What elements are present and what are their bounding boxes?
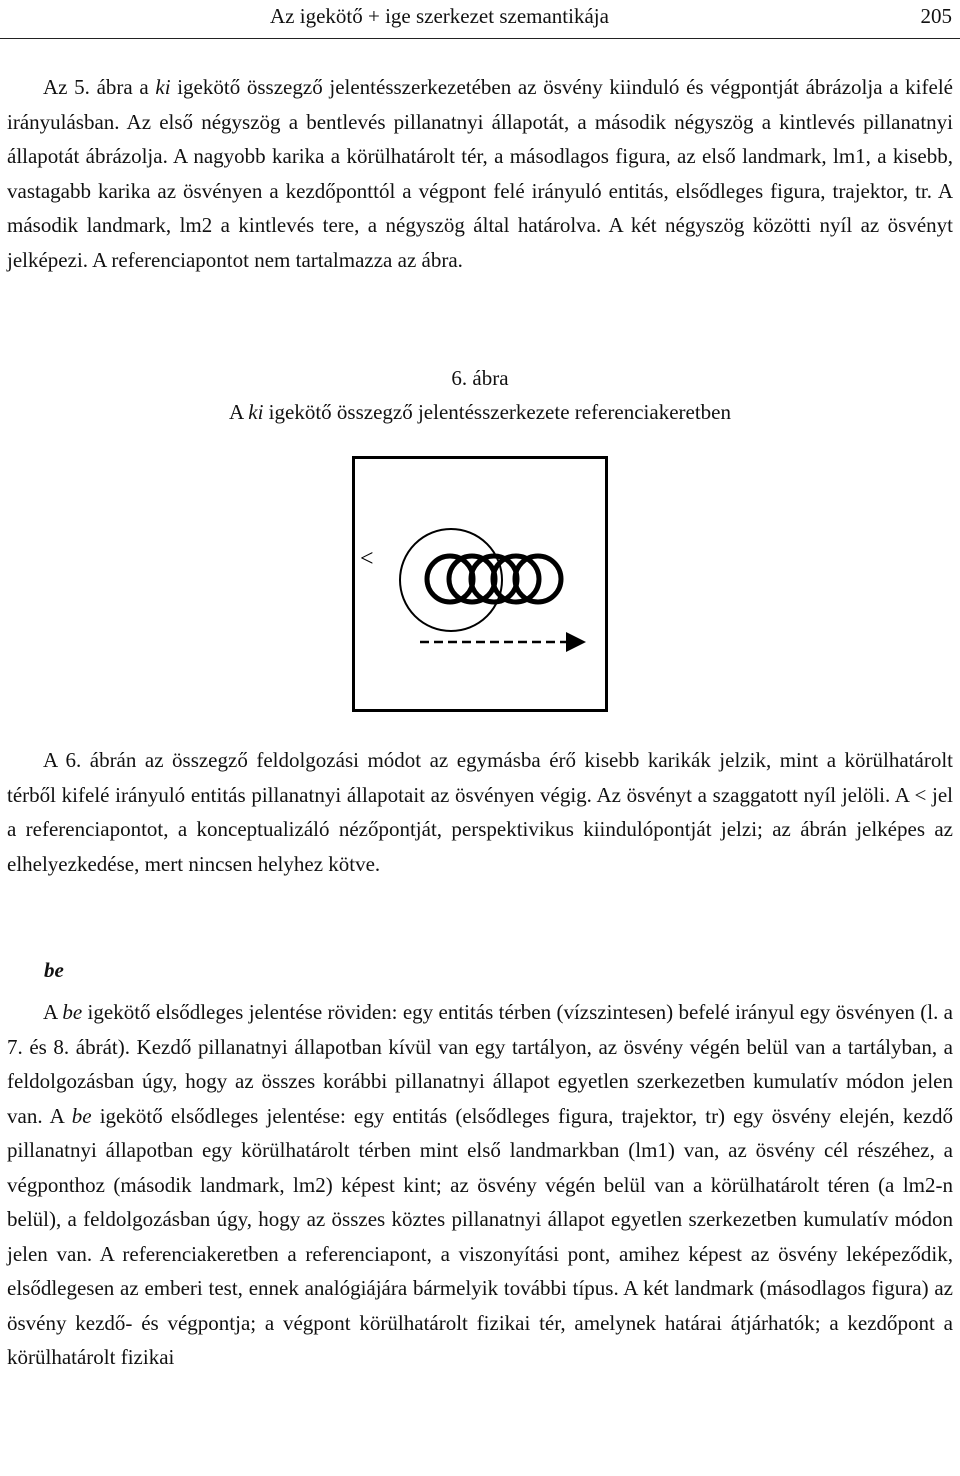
figure-caption: [0, 400, 960, 425]
caption-italic-ki: ki: [248, 400, 264, 424]
figure-6-diagram: [352, 456, 608, 712]
caption-text: igekötő összegző jelentésszerkezete referenciakeretben: [263, 400, 731, 424]
italic-ki: ki: [155, 75, 171, 99]
running-title: Az igekötő + ige szerkezet szemantikája: [270, 4, 609, 28]
paragraph-be-meaning: [7, 995, 953, 1375]
page-number: 205: [920, 4, 952, 28]
paragraph-text: igekötő elsődleges jelentése röviden: egy entitás térben (vízszintesen) befelé irányul egy ösvényen (l. a 7. és 8. ábrát). Kezdő pillanatnyi állapotban kívül van egy tartályon, az ösvény végén belül van a tartályban, a feldolgozásban úgy, hogy az összes korábbi pillanatnyi állapot egyetlen szerkezetben kumulatív módon jelen van. A: [7, 1000, 953, 1128]
paragraph-text: A: [43, 1000, 63, 1024]
reference-frame-box: [354, 458, 607, 711]
italic-be: be: [71, 1103, 92, 1128]
italic-be: be: [62, 1000, 83, 1024]
paragraph-text: igekötő összegző jelentésszerkezetében az ösvény kiinduló és végpontját ábrázolja a kifelé irányulásban. Az első négyszög a bentlevés pillanatnyi állapotát, a második négyszög a kintlevés pillanatnyi állapotát ábrázolja. A nagyobb karika a körülhatárolt tér, a másodlagos figura, az első landmark, lm1, a kisebb, vastagabb karika az ösvényen a kezdőponttól a végpont felé irányuló entitás, elsődleges figura, trajektor, tr. A második landmark, lm2 a kintlevés tere, a négyszög által határolva. A két négyszög közötti nyíl az ösvényt jelképezi. A referenciapontot nem tartalmazza az ábra.: [7, 75, 953, 272]
page-header: [0, 0, 960, 39]
paragraph-text: Az 5. ábra a: [43, 75, 156, 99]
caption-text: A: [229, 400, 249, 424]
paragraph-figure6-explanation: A 6. ábrán az összegző feldolgozási módot az egymásba érő kisebb karikák jelzik, mint a körülhatárolt térből kifelé irányuló entitás pillanatnyi állapotait az ösvényen végig. Az ösvényt a szaggatott nyíl jelöli. A < jel a referenciapontot, a konceptualizáló nézőpontját, perspektivikus kiindulópontját jelzi; az ábrán jelképes az elhelyezkedése, mert nincsen helyhez kötve.: [7, 748, 953, 876]
paragraph-text: igekötő elsődleges jelentése: egy entitás (elsődleges figura, trajektor, tr) egy ösvény elején, kezdő pillanatnyi állapotban egy körülhatárolt térben mint első landmarkban (lm1) van, az ösvény cél részéhez, a végponthoz (második landmark, lm2) képest kint; az ösvény végén belül van a körülhatárolt téren (a lm2-n belül), a feldolgozásban úgy, hogy az összes köztes pillanatnyi állapot egyetlen szerkezetben kumulatív módon jelen van. A referenciakeretben a referenciapont, a viszonyítási pont, amihez képest az ösvény leképeződik, elsődlegesen az emberi test, ennek analógiájára bármelyik további típus. A két landmark (másodlagos figura) az ösvény kezdő- és végpontja; a végpont körülhatárolt fizikai tér, amelynek határai átjárhatók; a kezdőpont a körülhatárolt fizikai: [7, 1103, 953, 1369]
figure-number: 6. ábra: [451, 366, 509, 390]
section-heading-be: be: [44, 958, 64, 982]
paragraph-figure5-description: [7, 70, 953, 277]
arrow-head-icon: [566, 632, 586, 652]
reference-point-symbol: <: [360, 546, 374, 572]
